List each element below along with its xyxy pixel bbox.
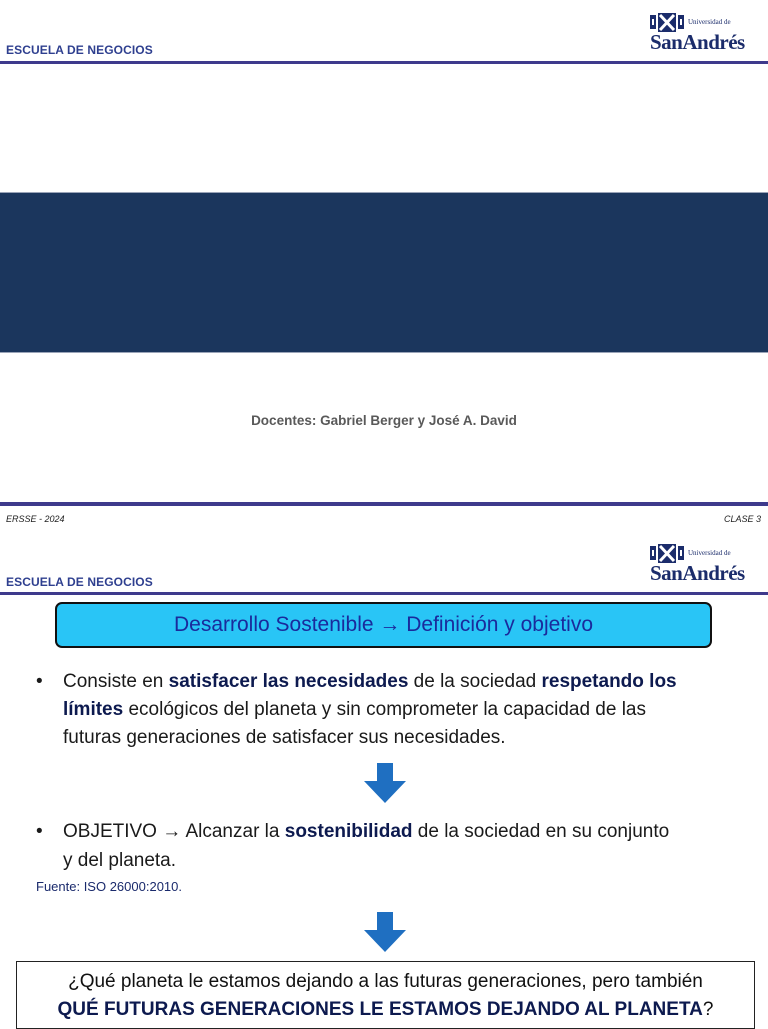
down-arrow-icon [364, 912, 406, 952]
bullet-line: futuras generaciones de satisfacer sus necesidades. [63, 727, 506, 748]
school-name: ESCUELA DE NEGOCIOS [6, 575, 153, 589]
bullet-definition [36, 667, 756, 757]
university-logo [650, 12, 748, 56]
section-heading: Desarrollo Sostenible → Definición y objetivo [55, 602, 712, 648]
header-rule [0, 61, 768, 64]
question-line-1: ¿Qué planeta le estamos dejando a las futuras generaciones, pero también [68, 971, 703, 992]
footer-course: ERSSE - 2024 [6, 514, 65, 524]
title-band [0, 192, 768, 353]
logo-subtitle: Universidad de [688, 549, 731, 557]
bullet-objective [36, 817, 756, 877]
docentes-text: Docentes: Gabriel Berger y José A. David [251, 413, 517, 428]
footer-rule [0, 502, 768, 506]
footer-class: CLASE 3 [723, 514, 761, 524]
bullet-line: límites ecológicos del planeta y sin comprometer la capacidad de las [63, 699, 646, 720]
logo-title: SanAndrés [650, 30, 745, 54]
logo-title: SanAndrés [650, 561, 745, 585]
down-arrow-icon [364, 763, 406, 803]
logo-subtitle: Universidad de [688, 18, 731, 26]
bullet-line: OBJETIVO → Alcanzar la sostenibilidad de la sociedad en su conjunto [63, 821, 670, 842]
bullet-dot-icon: • [36, 671, 43, 692]
school-name: ESCUELA DE NEGOCIOS [6, 43, 153, 57]
source-note: Fuente: ISO 26000:2010. [36, 879, 182, 894]
header-rule [0, 592, 768, 595]
bullet-line: y del planeta. [63, 850, 177, 871]
question-line-2: QUÉ FUTURAS GENERACIONES LE ESTAMOS DEJANDO AL PLANETA? [57, 999, 714, 1020]
university-logo [650, 543, 748, 587]
reflection-question [16, 961, 755, 1029]
bullet-dot-icon: • [36, 821, 43, 842]
bullet-line: Consiste en satisfacer las necesidades de la sociedad respetando los [63, 671, 677, 692]
